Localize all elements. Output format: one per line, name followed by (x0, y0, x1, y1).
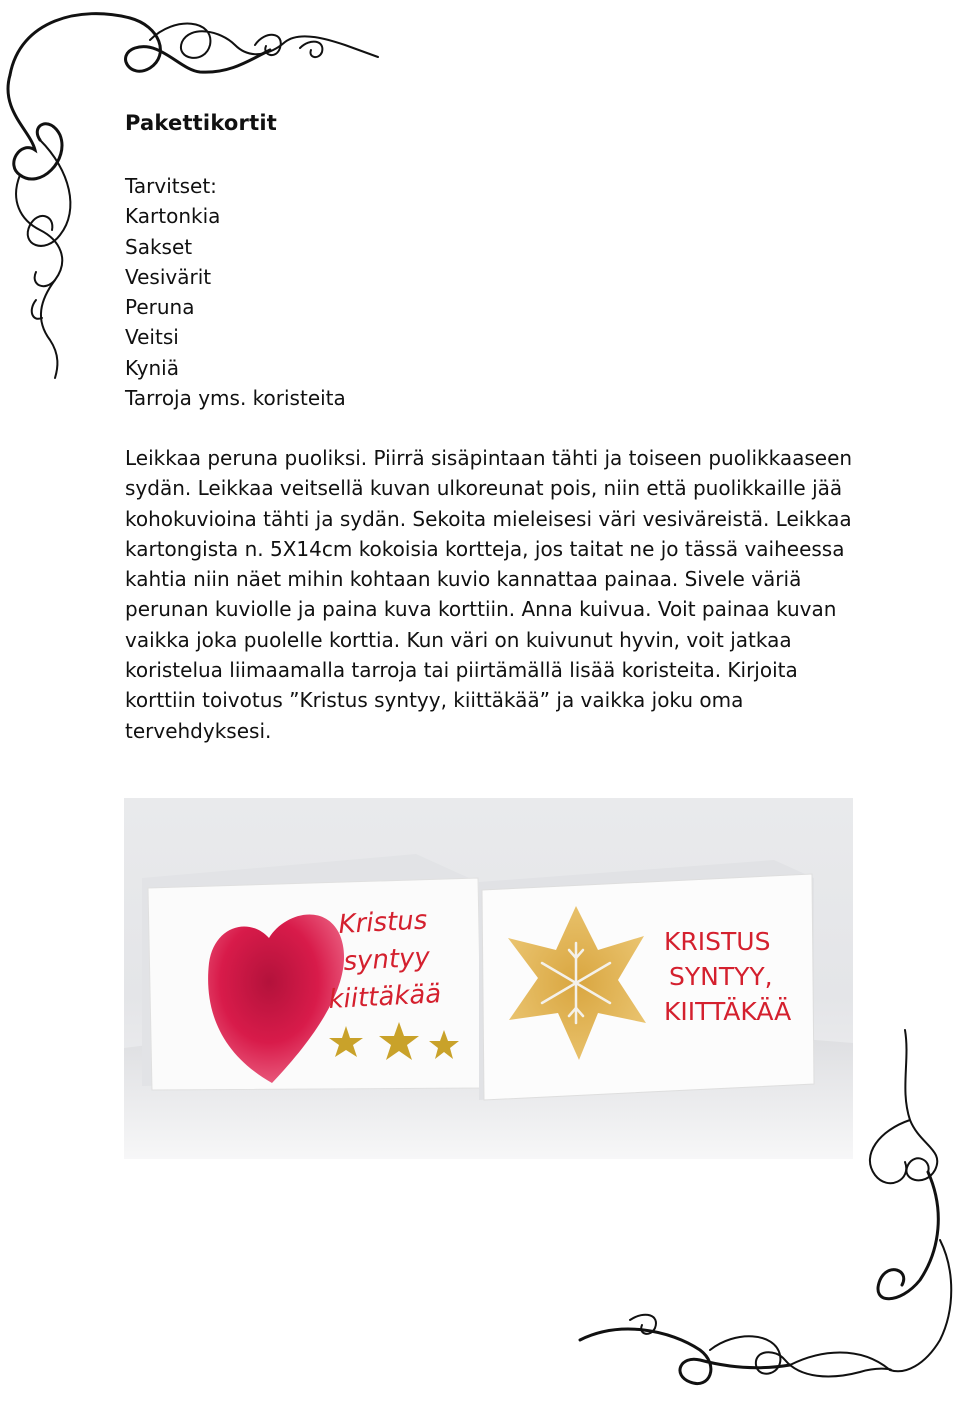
instruction-line: kohokuvioina tähti ja sydän. Sekoita mieleisesi väri vesiväreistä. Leikkaa (125, 506, 852, 531)
instruction-line: tervehdyksesi. (125, 718, 272, 743)
instruction-line: korttiin toivotus ”Kristus syntyy, kiittäkää” ja vaikka joku oma (125, 688, 744, 713)
instruction-line: koristelua liimaamalla tarroja tai piirtämällä lisää koristeita. Kirjoita (125, 658, 798, 683)
instruction-line: vaikka joka puolelle korttia. Kun väri on kuivunut hyvin, voit jatkaa (125, 627, 792, 652)
materials-list (125, 171, 346, 413)
list-item: Kyniä (125, 355, 179, 380)
page-title: Pakettikortit (125, 111, 277, 135)
cards-photo (124, 798, 853, 1159)
left-card-line-2: syntyy (342, 942, 431, 977)
materials-heading: Tarvitset: (125, 174, 217, 198)
list-item: Veitsi (125, 325, 179, 350)
right-card-line-3: KIITTÄKÄÄ (664, 997, 792, 1026)
instructions-paragraph (125, 443, 925, 746)
list-item: Kartonkia (125, 204, 221, 229)
instruction-line: kartongista n. 5X14cm kokoisia kortteja, jos taitat ne jo tässä vaiheessa (125, 536, 845, 561)
right-card-line-1: KRISTUS (664, 927, 771, 956)
list-item: Tarroja yms. koristeita (125, 386, 346, 411)
instruction-line: kahtia niin näet mihin kohtaan kuvio kannattaa painaa. Sivele väriä (125, 567, 802, 592)
right-card-line-2: SYNTYY, (669, 962, 773, 991)
instruction-line: Leikkaa peruna puoliksi. Piirrä sisäpintaan tähti ja toiseen puolikkaaseen (125, 446, 853, 470)
right-card (479, 860, 814, 1100)
list-item: Sakset (125, 234, 193, 259)
left-card (142, 854, 482, 1090)
list-item: Peruna (125, 295, 195, 320)
left-card-line-3: kiittäkää (327, 979, 442, 1015)
left-card-line-1: Kristus (337, 905, 428, 940)
instruction-line: sydän. Leikkaa veitsellä kuvan ulkoreunat pois, niin että puolikkaille jää (125, 476, 843, 501)
list-item: Vesivärit (125, 264, 212, 289)
instruction-line: perunan kuviolle ja paina kuva korttiin. Anna kuivua. Voit painaa kuvan (125, 597, 837, 622)
